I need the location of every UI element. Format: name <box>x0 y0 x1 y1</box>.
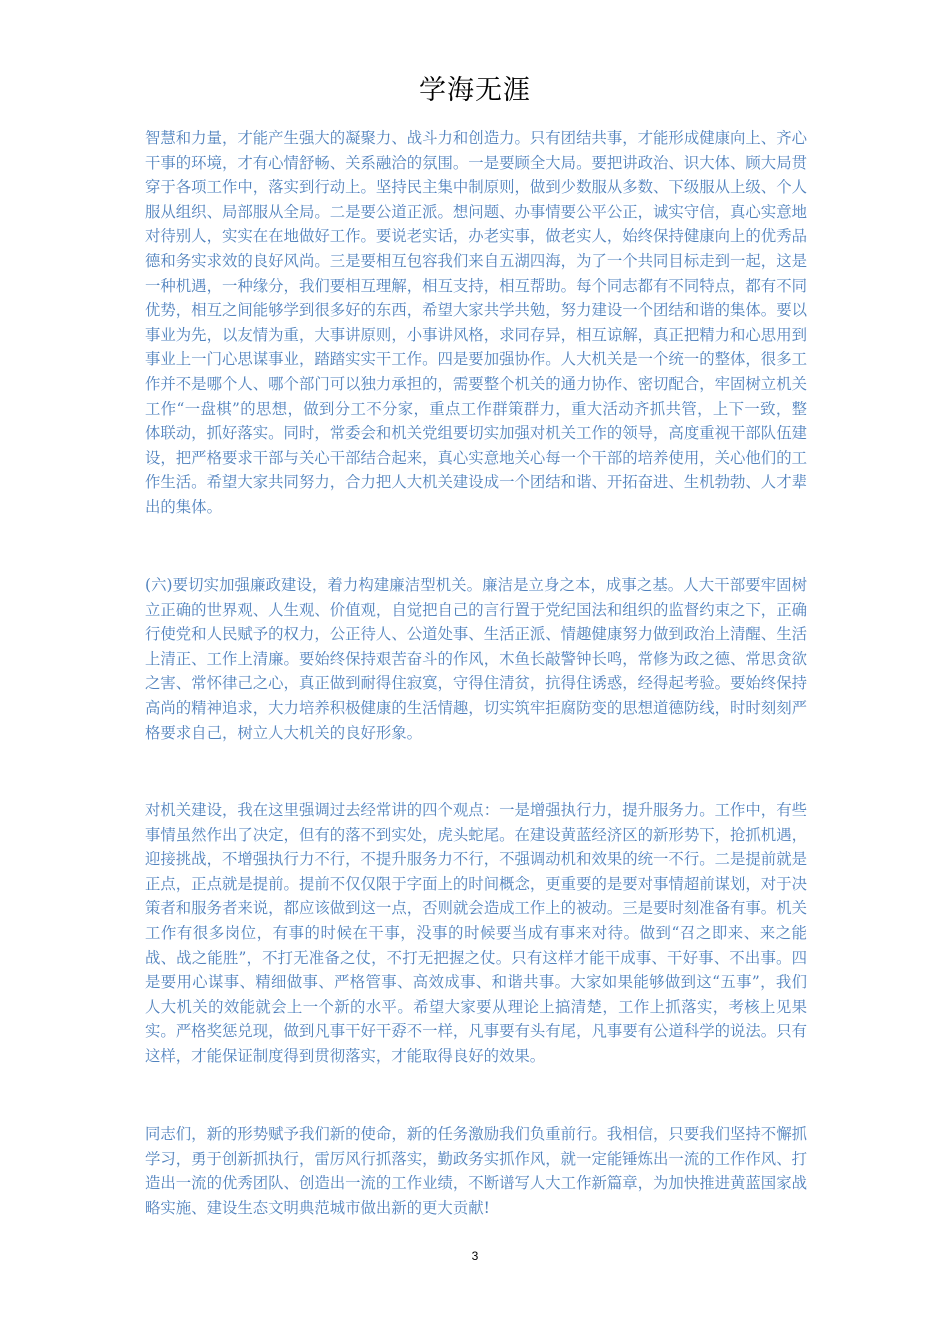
body-paragraph-2: (六)要切实加强廉政建设，着力构建廉洁型机关。廉洁是立身之本，成事之基。人大干部要牢固树立正确的世界观、人生观、价值观，自觉把自己的言行置于党纪国法和组织的监督约束之下，正确行使党和人民赋予的权力，公正待人、公道处事、生活正派、情趣健康努力做到政治上清醒、生活上清正、工作上清廉。要始终保持艰苦奋斗的作风，木鱼长敲警钟长鸣，常修为政之德、常思贪欲之害、常怀律己之心，真正做到耐得住寂寞，守得住清贫，抗得住诱惑，经得起考验。要始终保持高尚的精神追求，大力培养积极健康的生活情趣，切实筑牢拒腐防变的思想道德防线，时时刻刻严格要求自己，树立人大机关的良好形象。 <box>145 576 807 742</box>
body-paragraph-4: 同志们，新的形势赋予我们新的使命，新的任务激励我们负重前行。我相信，只要我们坚持不懈抓学习，勇于创新抓执行，雷厉风行抓落实，勤政务实抓作风，就一定能锤炼出一流的工作作风、打造出一流的优秀团队、创造出一流的工作业绩，不断谱写人大工作新篇章，为加快推进黄蓝国家战略实施、建设生态文明典范城市做出新的更大贡献! <box>145 1125 807 1217</box>
body-paragraph-3: 对机关建设，我在这里强调过去经常讲的四个观点：一是增强执行力，提升服务力。工作中，有些事情虽然作出了决定，但有的落不到实处，虎头蛇尾。在建设黄蓝经济区的新形势下，抢抓机遇，迎接挑战，不增强执行力不行，不提升服务力不行，不强调动机和效果的统一不行。二是提前就是正点，正点就是提前。提前不仅仅限于字面上的时间概念，更重要的是要对事情超前谋划，对于决策者和服务者来说，都应该做到这一点，否则就会造成工作上的被动。三是要时刻准备有事。机关工作有很多岗位，有事的时候在干事，没事的时候要当成有事来对待。做到“召之即来、来之能战、战之能胜”，不打无准备之仗，不打无把握之仗。只有这样才能干成事、干好事、不出事。四是要用心谋事、精细做事、严格管事、高效成事、和谐共事。大家如果能够做到这“五事”，我们人大机关的效能就会上一个新的水平。希望大家要从理论上搞清楚，工作上抓落实，考核上见果实。严格奖惩兑现，做到凡事干好干孬不一样，凡事要有头有尾，凡事要有公道科学的说法。只有这样，才能保证制度得到贯彻落实，才能取得良好的效果。 <box>145 801 807 1065</box>
page-number: 3 <box>471 1249 479 1263</box>
page-header-title: 学海无涯 <box>419 75 531 106</box>
body-paragraph-1: 智慧和力量，才能产生强大的凝聚力、战斗力和创造力。只有团结共事，才能形成健康向上、齐心干事的环境，才有心情舒畅、关系融洽的氛围。一是要顾全大局。要把讲政治、识大体、顾大局贯穿于各项工作中，落实到行动上。坚持民主集中制原则，做到少数服从多数、下级服从上级、个人服从组织、局部服从全局。二是要公道正派。想问题、办事情要公平公正，诚实守信，真心实意地对待别人，实实在在地做好工作。要说老实话，办老实事，做老实人，始终保持健康向上的优秀品德和务实求效的良好风尚。三是要相互包容我们来自五湖四海，为了一个共同目标走到一起，这是一种机遇，一种缘分，我们要相互理解，相互支持，相互帮助。每个同志都有不同特点，都有不同优势，相互之间能够学到很多好的东西，希望大家共学共勉，努力建设一个团结和谐的集体。要以事业为先，以友情为重，大事讲原则，小事讲风格，求同存异，相互谅解，真正把精力和心思用到事业上一门心思谋事业，踏踏实实干工作。四是要加强协作。人大机关是一个统一的整体，很多工作并不是哪个人、哪个部门可以独力承担的，需要整个机关的通力协作、密切配合，牢固树立机关工作“一盘棋”的思想，做到分工不分家，重点工作群策群力，重大活动齐抓共管，上下一致，整体联动，抓好落实。同时，常委会和机关党组要切实加强对机关工作的领导，高度重视干部队伍建设，把严格要求干部与关心干部结合起来，真心实意地关心每一个干部的培养使用，关心他们的工作生活。希望大家共同努力，合力把人大机关建设成一个团结和谐、开拓奋进、生机勃勃、人才辈出的集体。 <box>145 129 807 516</box>
